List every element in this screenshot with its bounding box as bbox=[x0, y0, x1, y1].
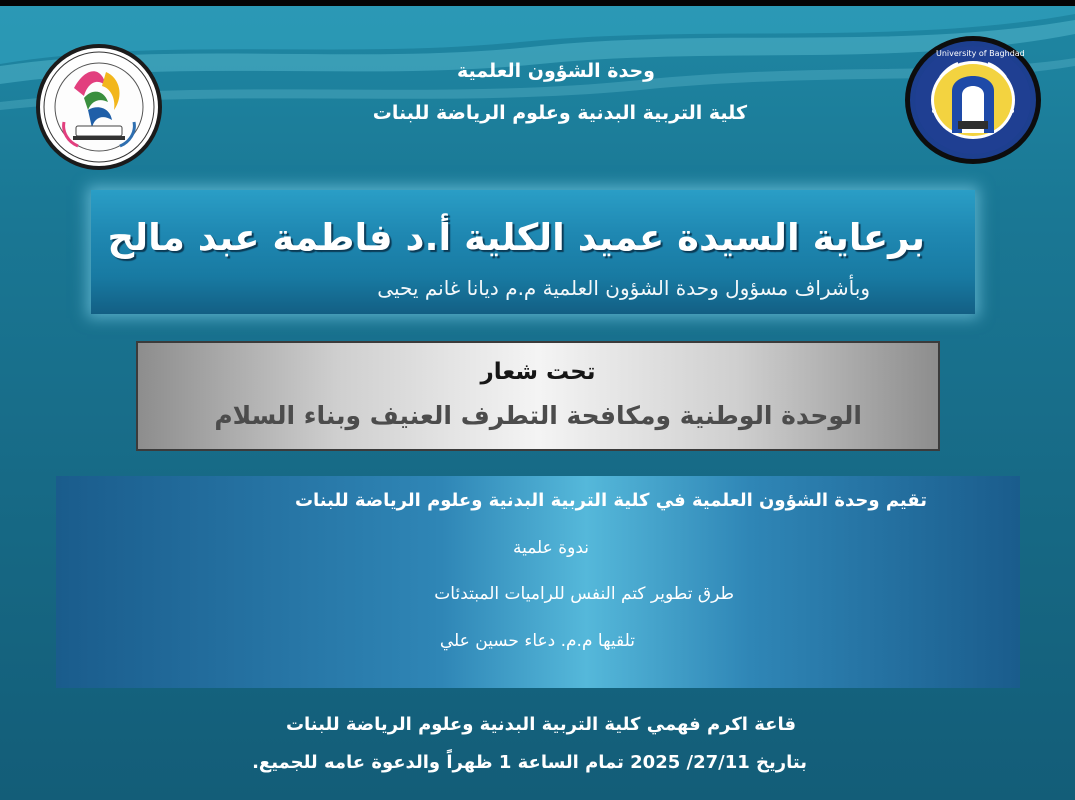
banner-subtitle: وبأشراف مسؤول وحدة الشؤون العلمية م.م ديانا غانم يحيى bbox=[377, 276, 870, 300]
poster bbox=[0, 6, 1075, 800]
banner-title: برعاية السيدة عميد الكلية أ.د فاطمة عبد مالح bbox=[107, 216, 925, 259]
college-logo bbox=[36, 44, 162, 170]
unit-name: وحدة الشؤون العلمية bbox=[457, 60, 655, 82]
college-logo-icon bbox=[40, 48, 158, 166]
event-type: ندوة علمية bbox=[512, 538, 589, 558]
event-presenter: تلقيها م.م. دعاء حسين علي bbox=[439, 631, 635, 651]
university-ring-text: University of Baghdad bbox=[936, 49, 1025, 58]
university-logo bbox=[905, 36, 1041, 164]
patronage-banner bbox=[91, 190, 975, 314]
event-organizer: تقيم وحدة الشؤون العلمية في كلية التربية البدنية وعلوم الرياضة للبنات bbox=[294, 490, 927, 511]
slogan-panel bbox=[136, 341, 940, 451]
event-topic: طرق تطوير كتم النفس للراميات المبتدئات bbox=[434, 584, 734, 604]
college-name: كلية التربية البدنية وعلوم الرياضة للبنات bbox=[372, 102, 747, 124]
slogan-heading: تحت شعار bbox=[480, 359, 596, 385]
event-date-time: بتاريخ 27/11/ 2025 تمام الساعة 1 ظهراً والدعوة عامه للجميع. bbox=[252, 752, 807, 773]
event-venue: قاعة اكرم فهمي كلية التربية البدنية وعلوم الرياضة للبنات bbox=[285, 714, 796, 735]
university-of-baghdad-logo-icon bbox=[910, 41, 1036, 159]
event-info-panel bbox=[56, 476, 1020, 688]
slogan-text: الوحدة الوطنية ومكافحة التطرف العنيف وبناء السلام bbox=[214, 401, 862, 430]
